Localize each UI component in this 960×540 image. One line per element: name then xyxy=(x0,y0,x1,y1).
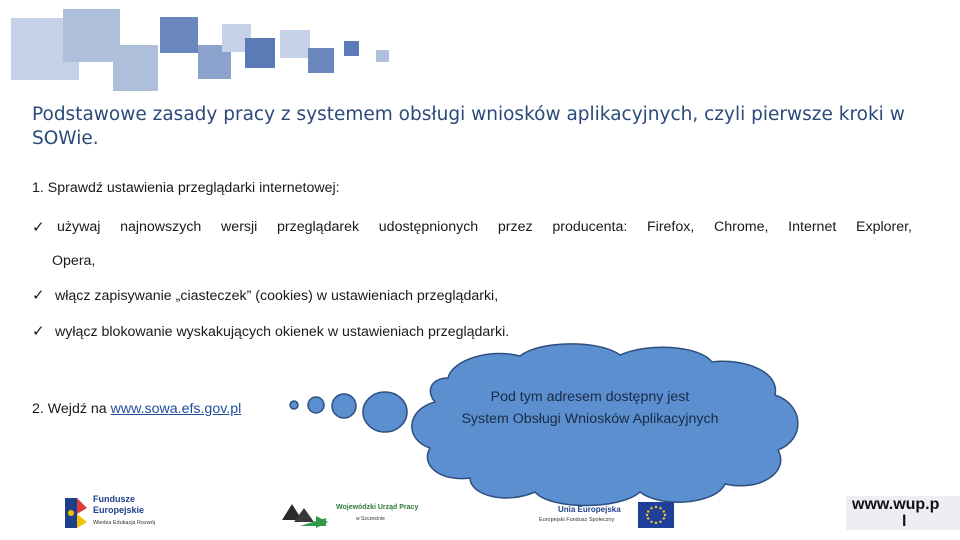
logo-unia-europejska xyxy=(536,501,676,531)
logo-wup xyxy=(280,498,440,528)
sowa-link[interactable]: www.sowa.efs.gov.pl xyxy=(110,401,242,417)
logo-fundusze-europejskie xyxy=(63,492,178,532)
logo-text: w Szczecinie xyxy=(356,516,385,522)
logo-text: Wojewódzki Urząd Pracy xyxy=(336,504,419,511)
step1-heading: 1. Sprawdź ustawienia przeglądarki internetowej: xyxy=(32,180,340,196)
logo-text: Wiedza Edukacja Rozwój xyxy=(93,520,156,526)
check-icon: ✓ xyxy=(32,286,45,304)
bullet-text: wyłącz blokowanie wyskakujących okienek w ustawieniach przeglądarki. xyxy=(55,324,510,340)
cloud-text xyxy=(430,386,750,430)
cloud-text-line: Pod tym adresem dostępny jest xyxy=(490,389,690,405)
logo-text: Fundusze xyxy=(93,494,135,504)
cloud-bubble xyxy=(308,397,324,413)
cloud-bubble xyxy=(332,394,356,418)
footer-url-line: www.wup.p xyxy=(852,496,940,513)
logo-text: Unia Europejska xyxy=(558,505,621,514)
fe-logo-icon xyxy=(63,494,89,530)
footer-url-line: l xyxy=(902,513,907,530)
bullet-text: używaj najnowszych wersji przeglądarek udostępnionych przez producenta: Firefox, Chrome, Internet Explorer, xyxy=(57,219,912,235)
wup-logo-icon xyxy=(280,498,330,528)
check-icon: ✓ xyxy=(32,218,45,236)
cloud-bubble xyxy=(363,392,407,432)
eu-flag-icon xyxy=(638,502,674,528)
footer-url xyxy=(846,496,960,530)
check-icon: ✓ xyxy=(32,322,45,340)
step2-prefix: 2. Wejdź na xyxy=(32,401,111,417)
cloud-bubble xyxy=(290,401,298,409)
cloud-text-line: System Obsługi Wniosków Aplikacyjnych xyxy=(461,411,719,427)
bullet-text: włącz zapisywanie „ciasteczek” (cookies) w ustawieniach przeglądarki, xyxy=(55,288,499,304)
page-title: Podstawowe zasady pracy z systemem obsługi wniosków aplikacyjnych, czyli pierwsze kroki w SOWie. xyxy=(32,104,905,149)
bullet-text-continuation: Opera, xyxy=(52,253,96,269)
logo-text: Europejskie xyxy=(93,505,145,515)
logo-text: Europejski Fundusz Społeczny xyxy=(539,517,615,523)
